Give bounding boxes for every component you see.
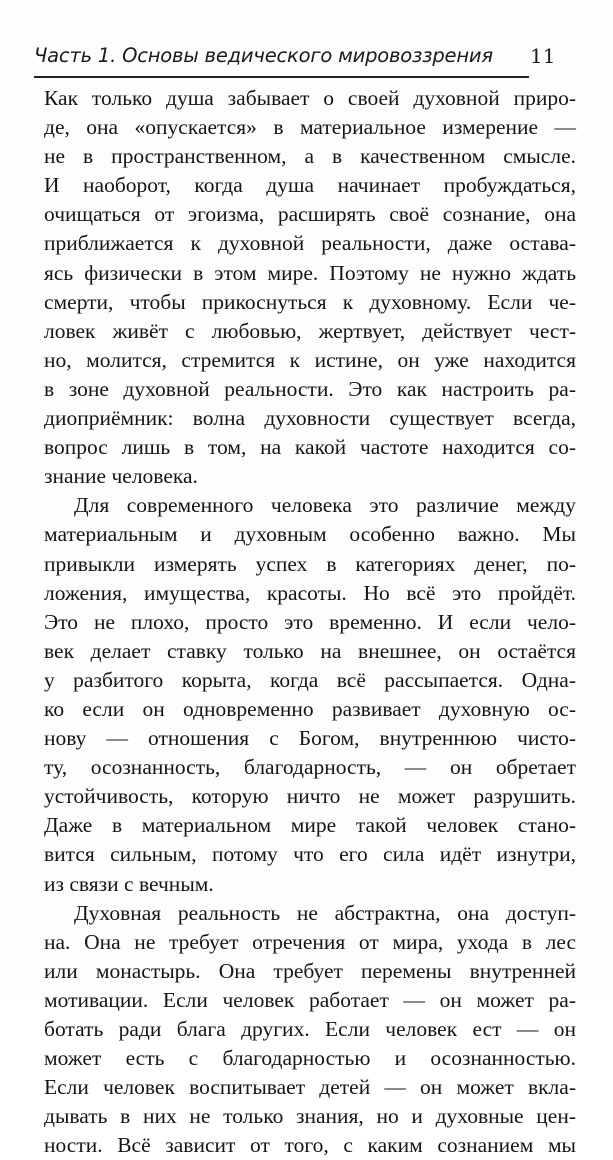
text-line: Как только душа забывает о своей духовной приро- <box>44 86 576 110</box>
text-line: нову — отношения с Богом, внутреннюю чисто- <box>44 726 576 751</box>
text-line: устойчивость, которую ничто не может разрушить. <box>44 784 576 809</box>
text-line: Духовная реальность не абстрактна, она доступ- <box>74 900 576 925</box>
text-line: ности. Всё зависит от того, с каким сознанием мы <box>44 1133 576 1158</box>
page-number: 11 <box>530 44 556 68</box>
running-header-title: Часть 1. Основы ведического мировоззрения <box>34 42 529 78</box>
text-line: И наоборот, когда душа начинает пробуждаться, <box>44 173 576 198</box>
text-line: в зоне духовной реальности. Это как настроить ра- <box>44 376 576 401</box>
text-line: привыкли измерять успех в категориях денег, по- <box>44 551 576 576</box>
text-line: или монастырь. Она требует перемены внутренней <box>44 958 576 983</box>
text-line: Если человек воспитывает детей — он может вкла- <box>44 1075 576 1100</box>
text-line: ловек живёт с любовью, жертвует, действует чест- <box>44 318 576 343</box>
text-line: на. Она не требует отречения от мира, ухода в лес <box>44 929 576 954</box>
text-line: ко если он одновременно развивает духовную ос- <box>44 696 576 721</box>
text-line: мотивации. Если человек работает — он может ра- <box>44 987 576 1012</box>
text-line: Даже в материальном мире такой человек стано- <box>44 813 576 838</box>
text-line: но, молится, стремится к истине, он уже находится <box>44 347 576 372</box>
body-text <box>44 84 576 1160</box>
text-line: вится сильным, потому что его сила идёт изнутри, <box>44 842 576 867</box>
text-line: де, она «опускается» в материальное измерение — <box>44 115 576 140</box>
text-line: дывать в них не только знания, но и духовные цен- <box>44 1104 576 1129</box>
text-line: ту, осознанность, благодарность, — он обретает <box>44 755 576 780</box>
text-line: не в пространственном, а в качественном смысле. <box>44 144 576 169</box>
text-line: ботать ради блага других. Если человек ест — он <box>44 1017 576 1041</box>
text-line: у разбитого корыта, когда всё рассыпается. Одна- <box>44 667 576 692</box>
text-line: век делает ставку только на внешнее, он остаётся <box>44 638 576 663</box>
text-line: из связи с вечным. <box>44 871 214 896</box>
text-line: материальным и духовным особенно важно. Мы <box>44 522 576 547</box>
text-line: очищаться от эгоизма, расширять своё сознание, она <box>44 202 576 227</box>
text-line: Это не плохо, просто это временно. И если чело- <box>44 609 576 634</box>
paragraph-3 <box>44 899 576 1160</box>
text-line: Для современного человека это различие между <box>74 493 576 518</box>
text-line: может есть с благодарностью и осознанностью. <box>44 1046 576 1071</box>
text-line: ложения, имущества, красоты. Но всё это пройдёт. <box>44 580 576 605</box>
text-line: диоприёмник: волна духовности существует всегда, <box>44 406 576 431</box>
text-line: знание человека. <box>44 464 198 489</box>
text-line: смерти, чтобы прикоснуться к духовному. Если че- <box>44 289 576 314</box>
paragraph-2 <box>44 491 576 898</box>
text-line: приближается к духовной реальности, даже остава- <box>44 231 576 256</box>
paragraph-1 <box>44 84 576 491</box>
text-line: ясь физически в этом мире. Поэтому не нужно ждать <box>44 260 576 285</box>
text-line: вопрос лишь в том, на какой частоте находится со- <box>44 435 576 460</box>
